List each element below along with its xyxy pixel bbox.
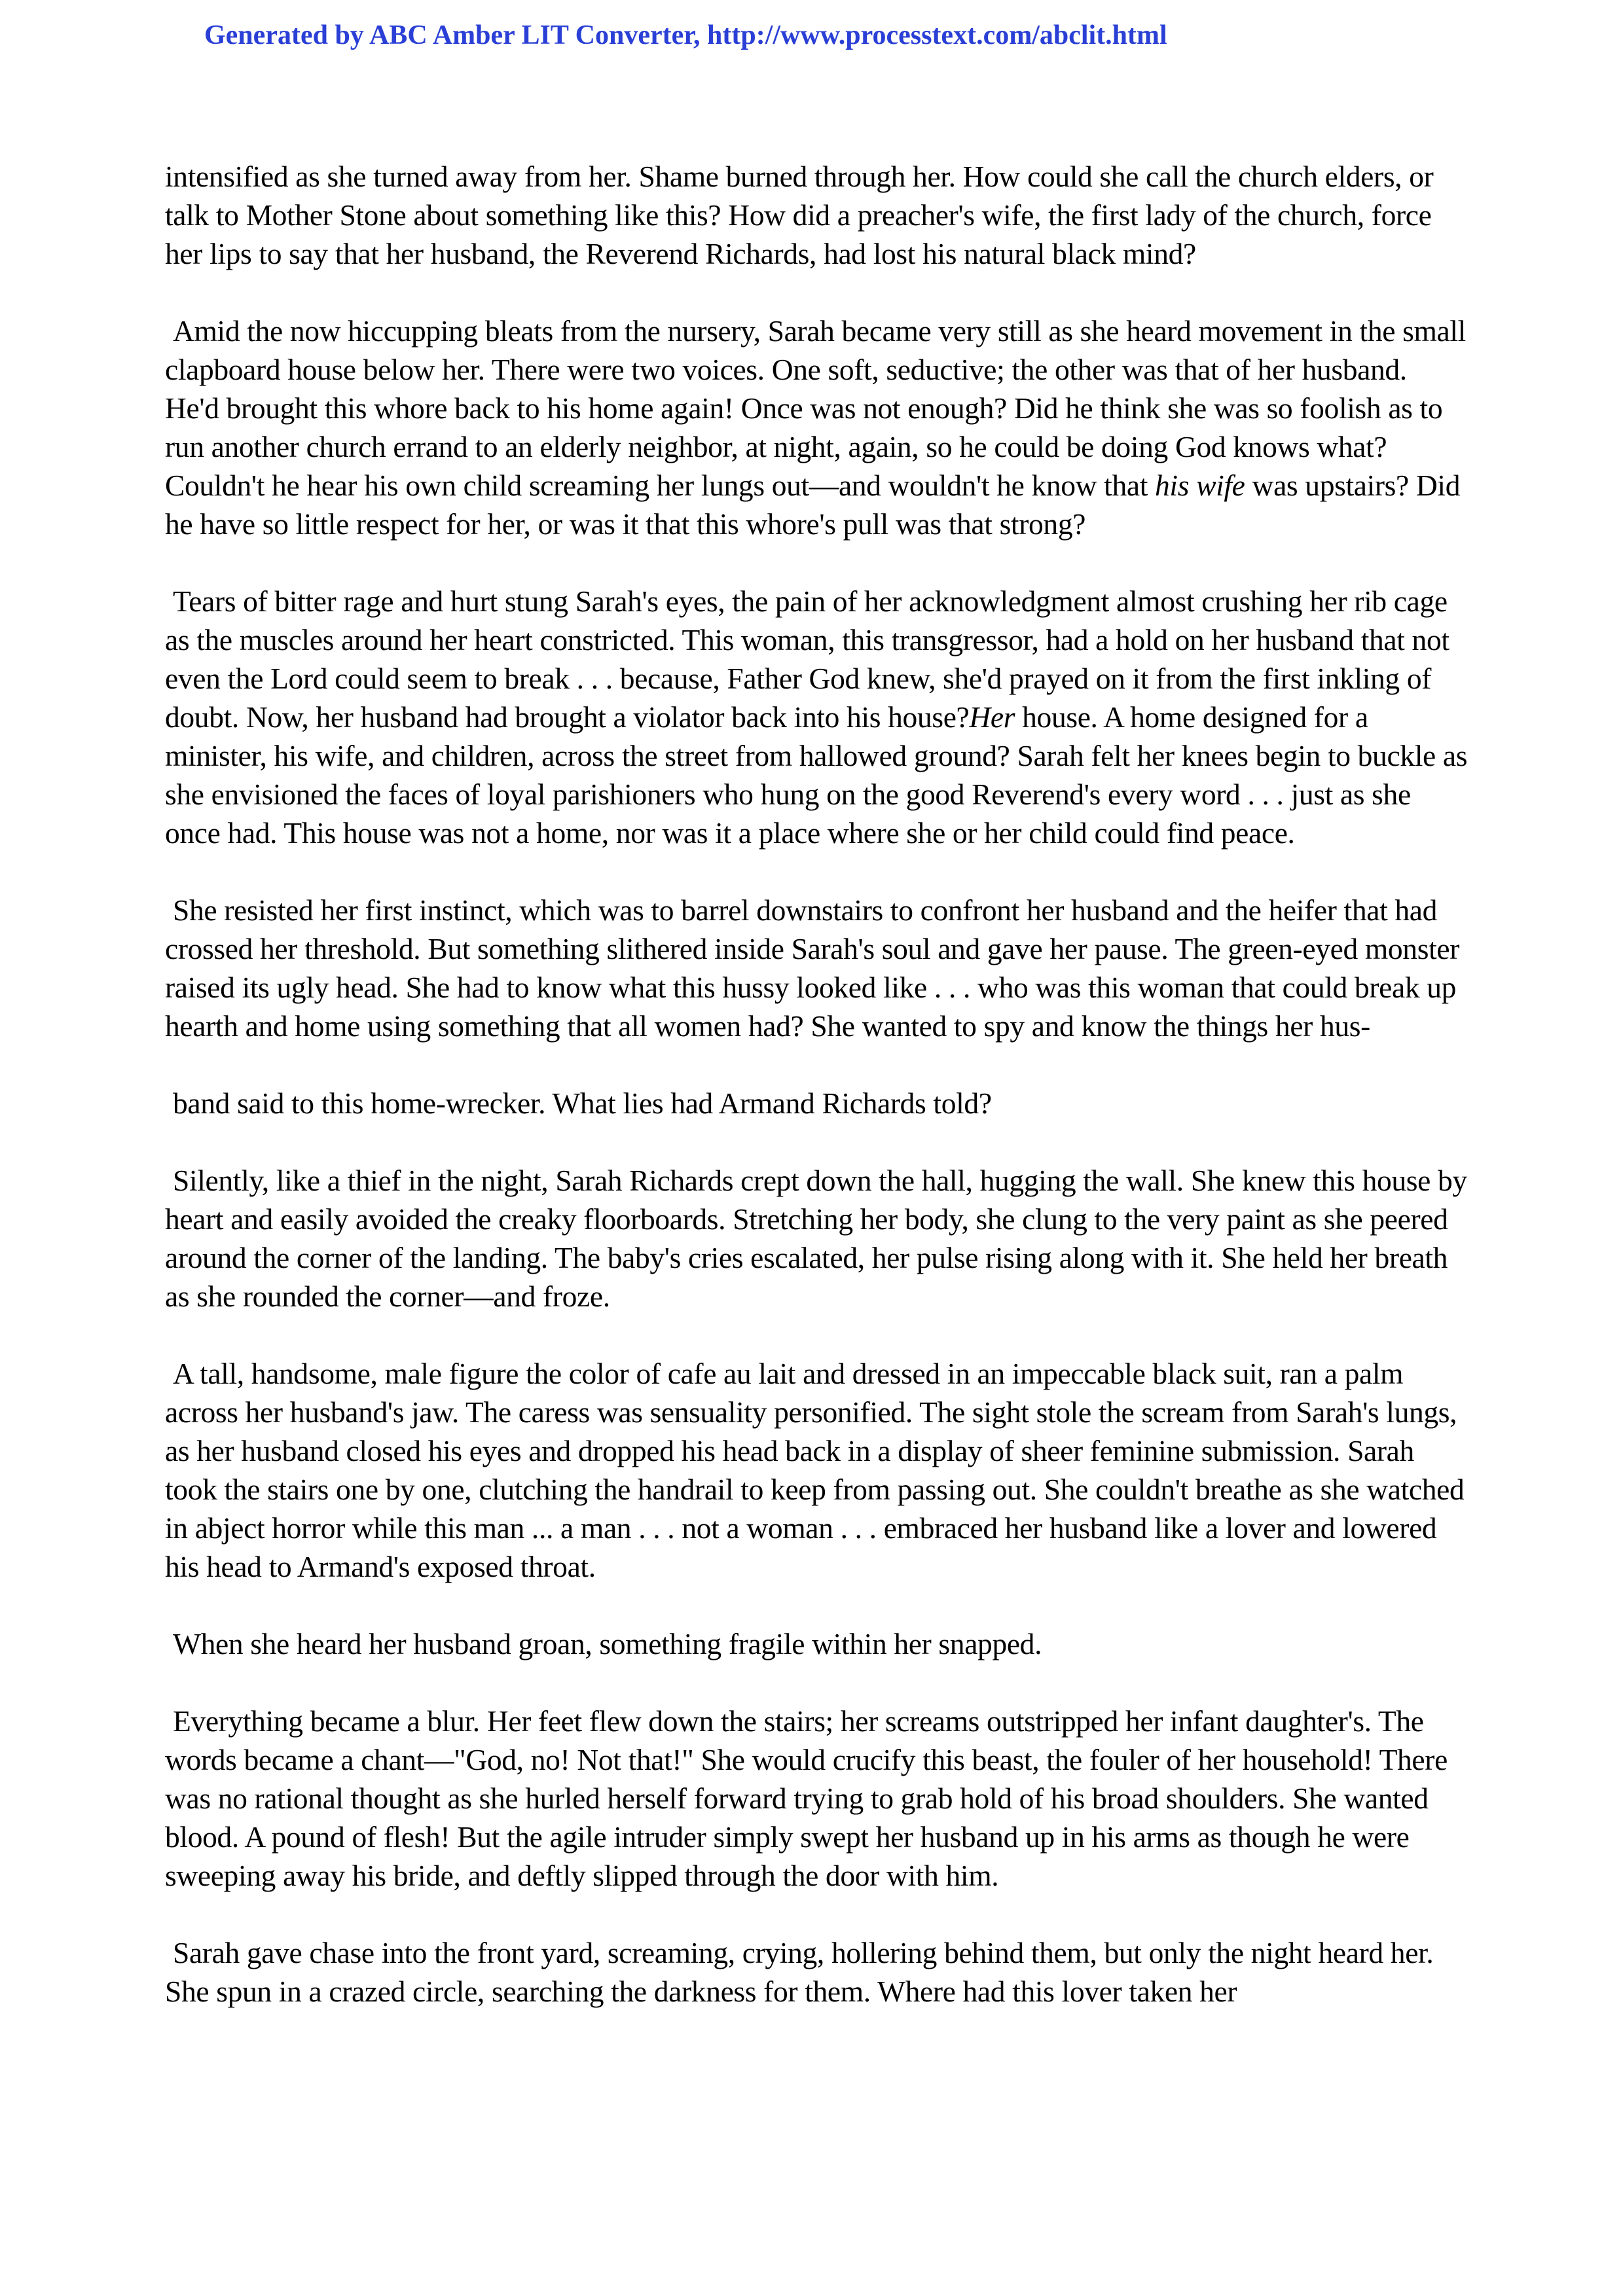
paragraph-1: intensified as she turned away from her. Shame burned through her. How could she call the church elders, or talk to Mother Stone about something like this? How did a preacher's wife, the first lady of the church, force her lips to say that her husband, the Reverend Richards, had lost his natural black mind? <box>165 160 1434 270</box>
paragraph-7: A tall, handsome, male figure the color of cafe au lait and dressed in an impeccable black suit, ran a palm across her husband's jaw. The caress was sensuality personified. The sight stole the scream from Sarah's lungs, as her husband closed his eyes and dropped his head back in a display of sheer feminine submission. Sarah took the stairs one by one, clutching the handrail to keep from passing out. She couldn't breathe as she watched in abject horror while this man ... a man . . . not a woman . . . embraced her husband like a lover and lowered his head to Armand's exposed throat. <box>165 1357 1465 1583</box>
paragraph-2 <box>165 312 1468 543</box>
paragraph-9: Everything became a blur. Her feet flew down the stairs; her screams outstripped her infant daughter's. The words became a chant—"God, no! Not that!" She would crucify this beast, the fouler of her household! There was no rational thought as she hurled herself forward trying to grab hold of his broad shoulders. She wanted blood. A pound of flesh! But the agile intruder simply swept her husband up in his arms as though he were sweeping away his bride, and deftly slipped through the door with him. <box>165 1704 1448 1892</box>
converter-banner <box>204 18 1167 52</box>
paragraph-10: Sarah gave chase into the front yard, screaming, crying, hollering behind them, but only the night heard her. She spun in a crazed circle, searching the darkness for them. Where had this lover taken her <box>165 1936 1434 2008</box>
paragraph-3 <box>165 582 1468 852</box>
paragraph-4: She resisted her first instinct, which was to barrel downstairs to confront her husband and the heifer that had crossed her threshold. But something slithered inside Sarah's soul and gave her pause. The green-eyed monster raised its ugly head. She had to know what this hussy looked like . . . who was this woman that could break up hearth and home using something that all women had? She wanted to spy and know the things her hus- <box>165 893 1460 1043</box>
body-text <box>165 157 1468 2049</box>
banner-link[interactable]: http://www.processtext.com/abclit.html <box>707 20 1167 50</box>
paragraph-3-part-b: house. A home designed for a minister, his wife, and children, across the street from hallowed ground? Sarah felt her knees begin to buckle as she envisioned the faces of loyal parishioners who hung on the good Reverend's every word . . . just as she once had. This house was not a home, nor was it a place where she or her child could find peace. <box>165 700 1468 850</box>
paragraph-2-part-a: Amid the now hiccupping bleats from the nursery, Sarah became very still as she heard movement in the small clapboard house below her. There were two voices. One soft, seductive; the other was that of her husband. He'd brought this whore back to his home again! Once was not enough? Did he think she was so foolish as to run another church errand to an elderly neighbor, at night, again, so he could be doing God knows what? Couldn't he hear his own child screaming her lungs out—and wouldn't he know that <box>165 314 1466 502</box>
banner-text: Generated by ABC Amber LIT Converter, <box>204 20 708 50</box>
paragraph-6: Silently, like a thief in the night, Sarah Richards crept down the hall, hugging the wall. She knew this house by heart and easily avoided the creaky floorboards. Stretching her body, she clung to the very paint as she peered around the corner of the landing. The baby's cries escalated, her pulse rising along with it. She held her breath as she rounded the corner—and froze. <box>165 1164 1467 1313</box>
paragraph-2-part-b: was upstairs? Did he have so little respect for her, or was it that this whore's pull was that strong? <box>165 469 1461 541</box>
paragraph-5: band said to this home-wrecker. What lies had Armand Richards told? <box>173 1086 992 1120</box>
paragraph-8: When she heard her husband groan, something fragile within her snapped. <box>173 1627 1042 1660</box>
paragraph-2-emphasis: his wife <box>1155 469 1245 502</box>
paragraph-3-part-a: Tears of bitter rage and hurt stung Sarah's eyes, the pain of her acknowledgment almost crushing her rib cage as the muscles around her heart constricted. This woman, this transgressor, had a hold on her husband that not even the Lord could seem to break . . . because, Father God knew, she'd prayed on it from the first inkling of doubt. Now, her husband had brought a violator back into his house? <box>165 584 1450 734</box>
paragraph-3-emphasis: Her <box>969 700 1015 734</box>
